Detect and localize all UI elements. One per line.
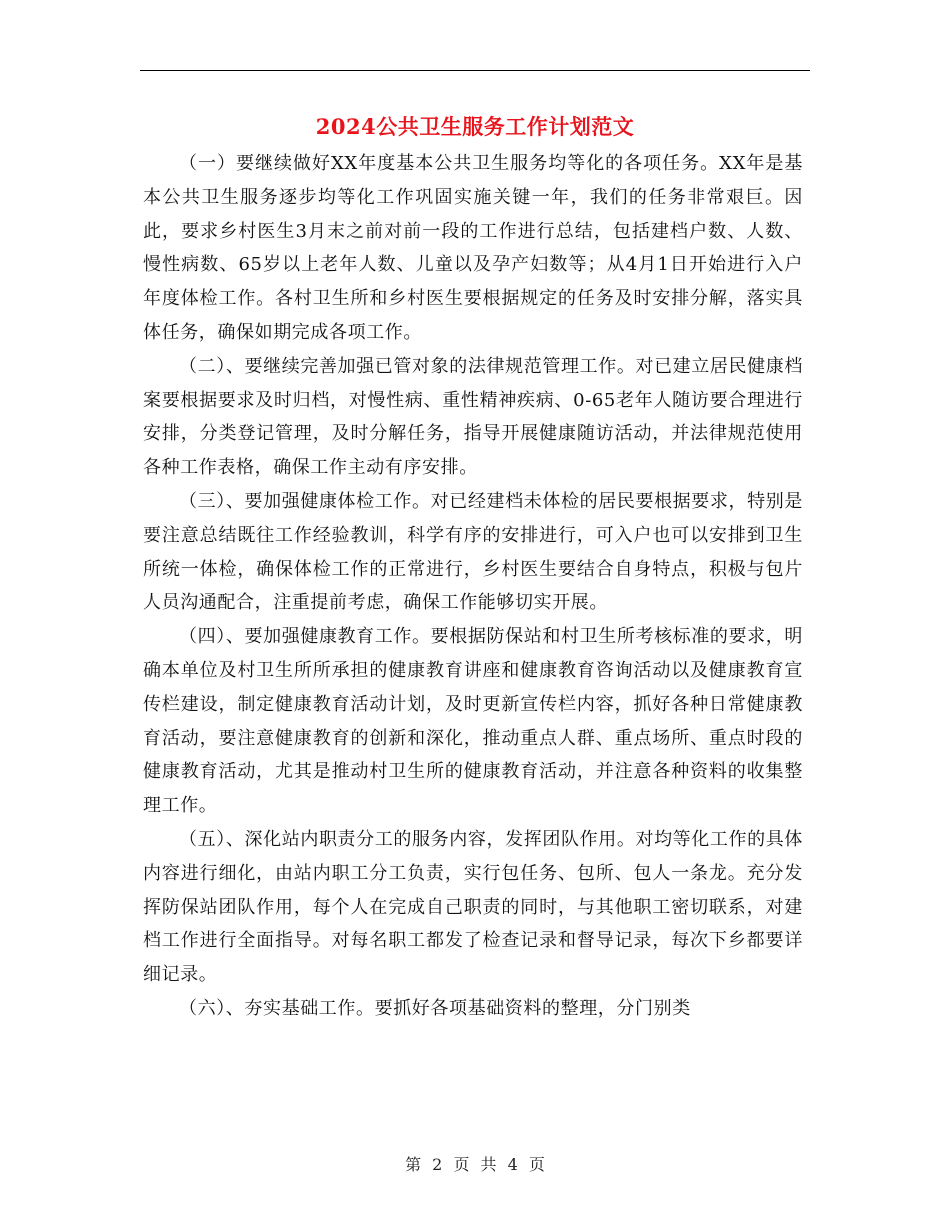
document-title: 2024公共卫生服务工作计划范文 (315, 114, 635, 139)
paragraph-6: （六）、夯实基础工作。要抓好各项基础资料的整理，分门别类 (179, 997, 691, 1019)
document-body (143, 147, 803, 1026)
paragraph-5: （五）、深化站内职责分工的服务内容，发挥团队作用。对均等化工作的具体内容进行细化，由站内职工分工负责，实行包任务、包所、包人一条龙。充分发挥防保站团队作用，每个人在完成自己职责的同时，与其他职工密切联系，对建档工作进行全面指导。对每名职工都发了检查记录和督导记录，每次下乡都要详细记录。 (143, 828, 803, 986)
paragraph-4: （四）、要加强健康教育工作。要根据防保站和村卫生所考核标准的要求，明确本单位及村卫生所所承担的健康教育讲座和健康教育咨询活动以及健康教育宣传栏建设，制定健康教育活动计划，及时更新宣传栏内容，抓好各种日常健康教育活动，要注意健康教育的创新和深化，推动重点人群、重点场所、重点时段的健康教育活动，尤其是推动村卫生所的健康教育活动，并注意各种资料的收集整理工作。 (143, 626, 803, 817)
paragraph-1: （一）要继续做好XX年度基本公共卫生服务均等化的各项任务。XX年是基本公共卫生服务逐步均等化工作巩固实施关键一年，我们的任务非常艰巨。因此，要求乡村医生3月末之前对前一段的工作进行总结，包括建档户数、人数、慢性病数、65岁以上老年人数、儿童以及孕产妇数等；从4月1日开始进行入户年度体检工作。各村卫生所和乡村医生要根据规定的任务及时安排分解，落实具体任务，确保如期完成各项工作。 (143, 153, 803, 343)
header-rule (140, 70, 810, 71)
paragraph-2: （二）、要继续完善加强已管对象的法律规范管理工作。对已建立居民健康档案要根据要求及时归档，对慢性病、重性精神疾病、0-65老年人随访要合理进行安排，分类登记管理，及时分解任务，指导开展健康随访活动，并法律规范使用各种工作表格，确保工作主动有序安排。 (143, 355, 803, 479)
page-footer: 第 2 页 共 4 页 (405, 1155, 545, 1174)
paragraph-3: （三）、要加强健康体检工作。对已经建档未体检的居民要根据要求，特别是要注意总结既往工作经验教训，科学有序的安排进行，可入户也可以安排到卫生所统一体检，确保体检工作的正常进行，乡村医生要结合自身特点，积极与包片人员沟通配合，注重提前考虑，确保工作能够切实开展。 (143, 490, 803, 614)
